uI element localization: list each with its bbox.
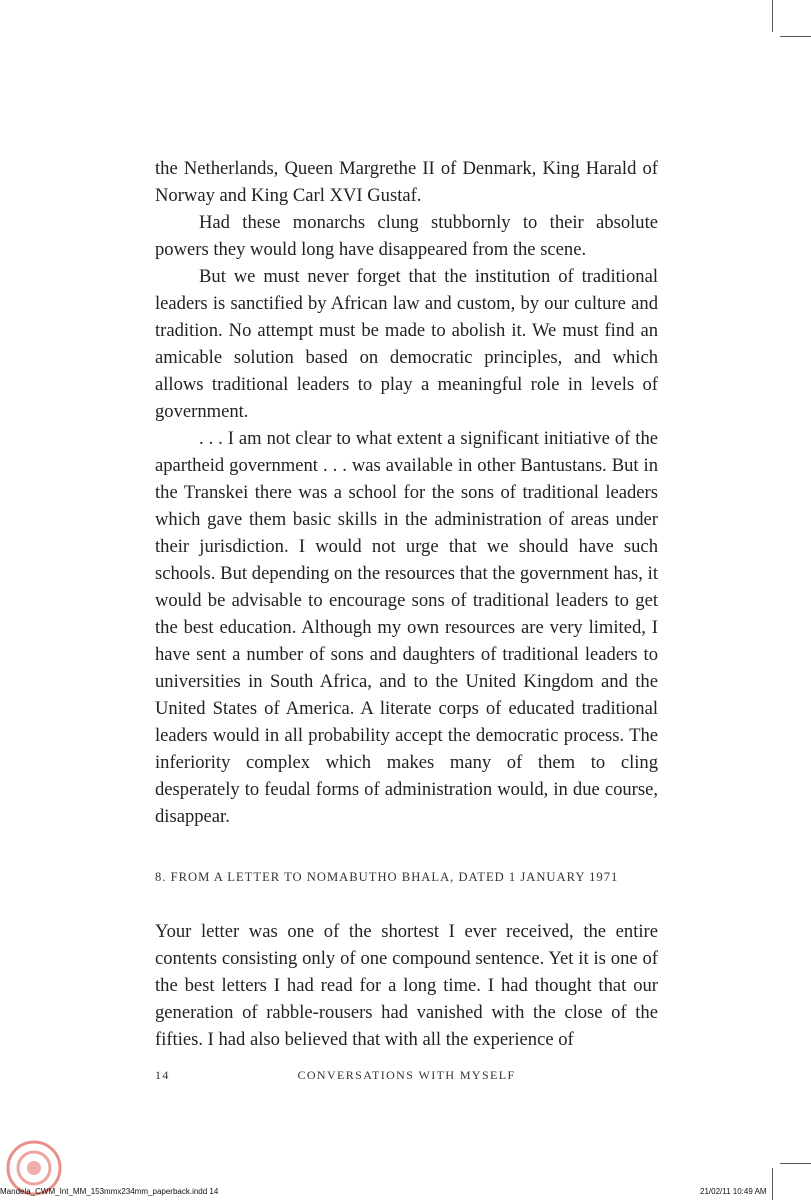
paragraph-4: . . . I am not clear to what extent a significant initiative of the apartheid government . . . was available in other Bantustans. But in the Transkei there was a school for the sons of traditional leaders which gave them basic skills in the administration of areas under their jurisdiction. I would not urge that we should have such schools. But depending on the resources that the government has, it would be advisable to encourage sons of traditional leaders to get the best education. Although my own resources are very limited, I have sent a number of sons and daughters of traditional leaders to universities in South Africa, and to the United Kingdom and the United States of America. A literate corps of educated traditional leaders would in all probability accept the democratic process. The inferiority complex which makes many of them to cling desperately to feudal forms of administration would, in due course, disappear. (155, 428, 658, 827)
page-number: 14 (155, 1068, 170, 1082)
paragraph-2: Had these monarchs clung stubbornly to their absolute powers they would long have disappeared from the scene. (155, 212, 658, 260)
text-column (155, 155, 658, 1053)
letter-paragraph: Your letter was one of the shortest I ever received, the entire contents consisting only of one compound sentence. Yet it is one of the best letters I had read for a long time. I had thought that our generation of rabble-rousers had vanished with the close of the fifties. I had also believed that with all the experience of (155, 921, 658, 1050)
paragraph-1: the Netherlands, Queen Margrethe II of Denmark, King Harald of Norway and King Carl XVI Gustaf. (155, 158, 658, 206)
paragraph-3: But we must never forget that the institution of traditional leaders is sanctified by African law and custom, by our culture and tradition. No attempt must be made to abolish it. We must find an amicable solution based on democratic principles, and which allows traditional leaders to play a meaningful role in levels of government. (155, 266, 658, 422)
crop-mark-bottom-right-vertical (772, 1168, 773, 1200)
running-title: CONVERSATIONS WITH MYSELF (297, 1068, 516, 1082)
crop-mark-top-right-horizontal (780, 36, 811, 37)
slug-file-name: Mandela_CWM_Int_MM_153mmx234mm_paperback.indd 14 (0, 1187, 219, 1196)
crop-mark-top-right-vertical (772, 0, 773, 32)
slug-date-time: 21/02/11 10:49 AM (700, 1187, 767, 1196)
crop-mark-bottom-right-horizontal (780, 1163, 811, 1164)
section-heading: 8. FROM A LETTER TO NOMABUTHO BHALA, DATED 1 JANUARY 1971 (155, 870, 619, 884)
